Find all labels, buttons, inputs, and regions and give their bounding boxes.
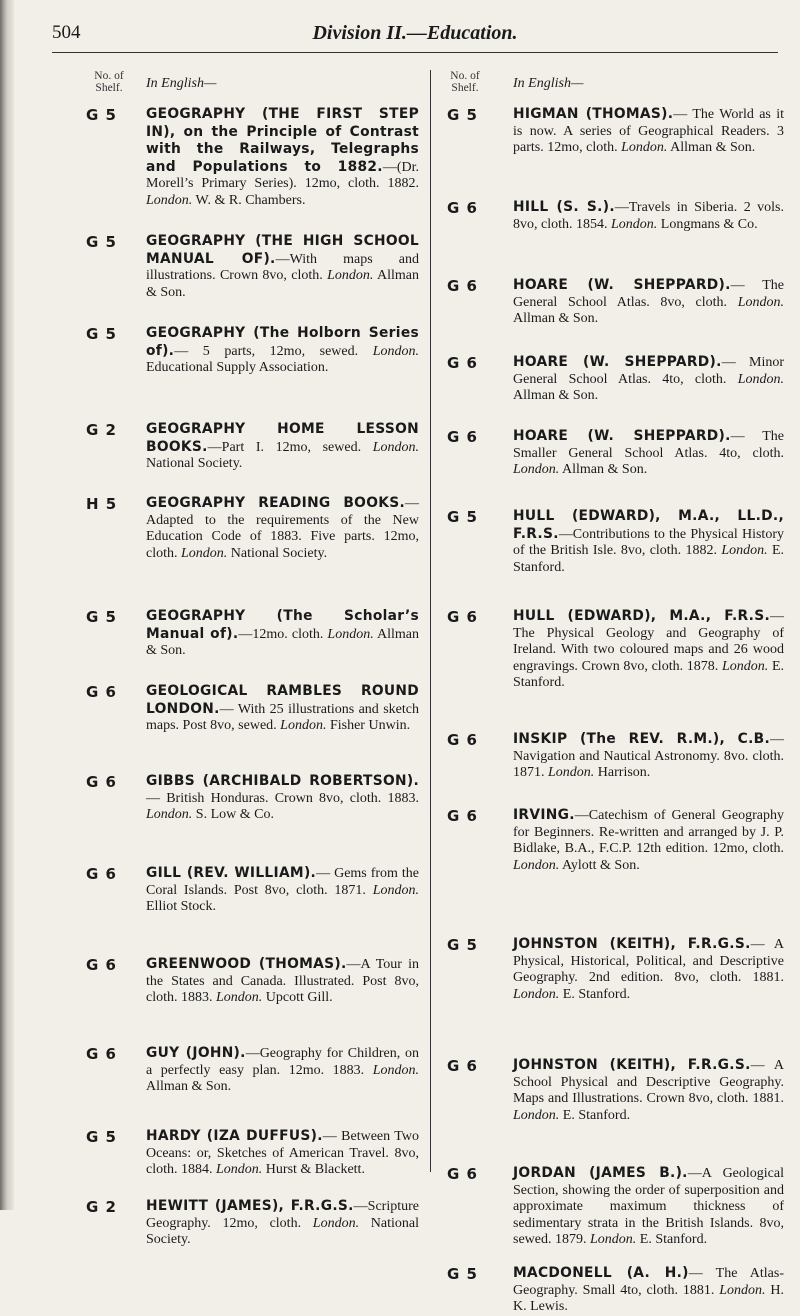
- entry-publisher: E. Stanford.: [513, 543, 785, 575]
- shelf-number: G 5: [86, 608, 117, 626]
- shelf-number: G 6: [447, 1165, 478, 1183]
- entry-heading: HEWITT (JAMES), F.R.G.S.: [146, 1198, 354, 1214]
- entry-text: [513, 199, 784, 233]
- catalog-entry: [84, 956, 419, 1007]
- entry-text: [513, 1165, 784, 1249]
- entry-heading: JOHNSTON (KEITH), F.R.G.S.: [513, 936, 751, 952]
- publication-place: London.: [513, 1107, 560, 1123]
- shelf-number: G 6: [447, 1057, 478, 1075]
- entry-publisher: Allman & Son.: [146, 1079, 232, 1095]
- entry-heading: IRVING.: [513, 807, 575, 823]
- shelf-number: G 5: [447, 1265, 478, 1283]
- shelf-number: G 6: [86, 683, 117, 701]
- shelf-number: G 6: [447, 354, 478, 372]
- entry-details: — The General School Atlas. 8vo, cloth.: [513, 278, 784, 310]
- entry-details: — British Honduras. Crown 8vo, cloth. 1883.: [146, 790, 419, 806]
- entry-publisher: Allman & Son.: [670, 140, 756, 156]
- entry-heading: HULL (EDWARD), M.A., F.R.S.: [513, 608, 770, 624]
- shelf-number: G 2: [86, 421, 117, 439]
- entry-heading: GEOGRAPHY (THE HIGH SCHOOL MANUAL OF).: [146, 233, 419, 267]
- publication-place: London.: [327, 626, 374, 642]
- publication-place: London.: [216, 990, 263, 1006]
- entry-heading: GEOGRAPHY (The Holborn Series of).: [146, 325, 419, 359]
- publication-place: London.: [181, 545, 228, 561]
- catalog-entry: [440, 277, 784, 328]
- entry-details: — The Smaller General School Atlas. 4to, cloth.: [513, 429, 784, 461]
- entry-text: [513, 608, 784, 692]
- entry-heading: JORDAN (JAMES B.).: [513, 1165, 688, 1181]
- entry-publisher: Allman & Son.: [146, 268, 419, 300]
- catalog-entry: [440, 936, 784, 1003]
- entry-text: [146, 865, 419, 916]
- entry-heading: HIGMAN (THOMAS).: [513, 106, 674, 122]
- entry-publisher: E. Stanford.: [513, 658, 785, 691]
- shelf-number-heading: No. of Shelf.: [94, 70, 124, 94]
- publication-place: London.: [721, 543, 768, 559]
- shelf-number: G 6: [447, 199, 478, 217]
- shelf-number: G 6: [447, 608, 478, 626]
- page-header: [52, 22, 778, 53]
- publication-place: London.: [372, 439, 420, 455]
- shelf-number-heading: No. of Shelf.: [450, 70, 480, 94]
- publication-place: London.: [372, 1062, 419, 1078]
- page-title: Division II.—Education.: [312, 22, 518, 44]
- entry-details: — The Physical Geology and Geography of Ireland. With two coloured maps and 26 wood engravings. Crown 8vo, cloth. 1878.: [513, 609, 784, 674]
- shelf-number: G 6: [447, 277, 478, 295]
- entry-text: [513, 428, 784, 479]
- shelf-number: G 5: [447, 936, 478, 954]
- catalog-entry: [84, 608, 419, 660]
- entry-heading: HOARE (W. SHEPPARD).: [513, 428, 731, 444]
- entry-heading: HILL (S. S.).: [513, 199, 615, 215]
- entry-publisher: H. K. Lewis.: [513, 1282, 785, 1315]
- entry-text: [146, 325, 419, 377]
- shelf-number: G 5: [86, 1128, 117, 1146]
- entry-details: — The World as it is now. A series of Geographical Readers. 3 parts. 12mo, cloth.: [513, 107, 784, 156]
- catalog-entry: [440, 731, 784, 782]
- entry-publisher: Educational Supply Association.: [146, 360, 329, 376]
- entry-heading: HOARE (W. SHEPPARD).: [513, 354, 722, 370]
- catalog-entry: [440, 807, 784, 874]
- entry-publisher: Longmans & Co.: [660, 216, 758, 232]
- shelf-number: G 6: [86, 1045, 117, 1063]
- entry-publisher: National Society.: [146, 456, 243, 472]
- publication-place: London.: [327, 268, 374, 284]
- entry-heading: GEOGRAPHY READING BOOKS.: [146, 495, 405, 511]
- entry-heading: GIBBS (ARCHIBALD ROBERTSON).: [146, 773, 419, 789]
- publication-place: London.: [721, 658, 769, 674]
- publication-place: London.: [372, 343, 419, 359]
- column-divider: [430, 70, 431, 1172]
- entry-details: —Travels in Siberia. 2 vols. 8vo, cloth. 1854.: [513, 200, 784, 232]
- catalog-entry: [440, 428, 784, 479]
- catalog-entry: [440, 199, 784, 233]
- catalog-entry: [440, 1057, 784, 1124]
- shelf-number: G 5: [86, 106, 117, 124]
- publication-place: London.: [513, 857, 560, 873]
- entry-text: [146, 1045, 419, 1096]
- entry-text: [513, 1057, 784, 1124]
- publication-place: London.: [737, 371, 785, 387]
- shelf-number: G 6: [447, 731, 478, 749]
- catalog-entry: [440, 1265, 784, 1316]
- entry-details: —(Dr. Morell’s Primary Series). 12mo, cloth. 1882.: [146, 159, 419, 192]
- entry-text: [146, 421, 419, 473]
- catalog-entry: [84, 495, 419, 562]
- page-number: 504: [52, 22, 81, 43]
- entry-text: [146, 495, 419, 562]
- entry-text: [513, 731, 784, 782]
- entry-details: —A Tour in the States and Canada. Illustrated. Post 8vo, cloth. 1883.: [146, 957, 419, 1006]
- entry-text: [146, 608, 419, 660]
- entry-publisher: Allman & Son.: [562, 462, 648, 478]
- entry-publisher: Hurst & Blackett.: [265, 1162, 365, 1178]
- entry-details: —Part I. 12mo, sewed.: [207, 439, 362, 455]
- entry-text: [146, 233, 419, 301]
- entry-publisher: Upcott Gill.: [265, 990, 333, 1006]
- right-column-header: [440, 60, 784, 106]
- publication-place: London.: [590, 1232, 637, 1248]
- entry-publisher: National Society.: [230, 545, 328, 561]
- entry-heading: JOHNSTON (KEITH), F.R.G.S.: [513, 1057, 751, 1073]
- entry-details: —Geography for Children, on a perfectly easy plan. 12mo. 1883.: [146, 1046, 419, 1078]
- entry-heading: HARDY (IZA DUFFUS).: [146, 1128, 323, 1144]
- entry-text: [146, 683, 419, 735]
- entry-publisher: E. Stanford.: [639, 1232, 708, 1248]
- entry-details: — 5 parts, 12mo, sewed.: [174, 343, 359, 359]
- catalog-entry: [440, 608, 784, 692]
- catalog-entry: [84, 865, 419, 916]
- entry-details: — A Physical, Historical, Political, and Descriptive Geography. 2nd edition. 8vo, cloth. 1881.: [513, 937, 784, 986]
- publication-place: London.: [372, 882, 420, 898]
- entry-publisher: E. Stanford.: [562, 986, 631, 1002]
- entry-publisher: Harrison.: [597, 765, 651, 781]
- right-column: [440, 60, 785, 1315]
- shelf-number: G 6: [447, 428, 478, 446]
- entry-text: [146, 106, 419, 210]
- entry-publisher: E. Stanford.: [562, 1107, 631, 1123]
- catalog-entry: [440, 1165, 784, 1249]
- entry-details: — The Atlas-Geography. Small 4to, cloth. 1881.: [513, 1266, 784, 1298]
- catalog-entry: [84, 421, 419, 473]
- publication-place: London.: [548, 765, 595, 781]
- entry-publisher: Elliot Stock.: [146, 899, 216, 915]
- shelf-number: G 6: [86, 773, 117, 791]
- publication-place: London.: [621, 140, 668, 156]
- publication-place: London.: [719, 1282, 766, 1298]
- page-binding-shadow: [0, 0, 14, 1210]
- entry-text: [513, 936, 784, 1003]
- entry-publisher: S. Low & Co.: [195, 807, 274, 823]
- entry-details: —Adapted to the requirements of the New Education Code of 1883. Five parts. 12mo, cloth.: [146, 496, 419, 561]
- catalog-entry: [84, 683, 419, 735]
- entry-heading: HOARE (W. SHEPPARD).: [513, 277, 731, 293]
- shelf-number: G 6: [86, 865, 117, 883]
- entry-heading: HULL (EDWARD), M.A., LL.D., F.R.S.: [513, 508, 784, 542]
- entry-publisher: Allman & Son.: [146, 626, 420, 659]
- entry-heading: GEOGRAPHY (The Scholar’s Manual of).: [146, 608, 419, 642]
- entry-details: — With 25 illustrations and sketch maps. Post 8vo, sewed.: [146, 701, 419, 734]
- publication-place: London.: [611, 216, 658, 232]
- entry-publisher: National Society.: [146, 1215, 419, 1248]
- entry-heading: GUY (JOHN).: [146, 1045, 246, 1061]
- publication-place: London.: [513, 986, 560, 1002]
- entry-details: — Between Two Oceans: or, Sketches of American Travel. 8vo, cloth. 1884.: [146, 1129, 419, 1178]
- entry-text: [146, 1128, 419, 1179]
- catalog-entry: [440, 508, 784, 576]
- left-column: [84, 60, 420, 1248]
- publication-place: London.: [146, 807, 193, 823]
- shelf-number: G 6: [447, 807, 478, 825]
- entry-heading: MACDONELL (A. H.): [513, 1265, 689, 1281]
- entry-details: —With maps and illustrations. Crown 8vo, cloth.: [146, 251, 419, 284]
- catalog-entry: [84, 773, 419, 824]
- entry-text: [513, 277, 784, 328]
- publication-place: London.: [216, 1162, 263, 1178]
- publication-place: London.: [146, 192, 193, 208]
- catalog-entry: [84, 1198, 419, 1249]
- entry-text: [146, 1198, 419, 1249]
- entry-heading: INSKIP (The REV. R.M.), C.B.: [513, 731, 770, 747]
- entry-details: — Gems from the Coral Islands. Post 8vo, cloth. 1871.: [146, 866, 419, 898]
- entry-text: [513, 106, 784, 157]
- shelf-number: G 5: [447, 508, 478, 526]
- catalog-entry: [84, 1045, 419, 1096]
- entry-text: [513, 807, 784, 874]
- entry-details: —Catechism of General Geography for Beginners. Re-written and arranged by J. P. Bidlake, B.A., F.C.P. 12th edition. 12mo, cloth.: [513, 808, 784, 857]
- entry-text: [513, 508, 784, 576]
- shelf-number: H 5: [86, 495, 118, 513]
- catalog-entry: [84, 1128, 419, 1179]
- publication-place: London.: [513, 462, 560, 478]
- entry-heading: GILL (REV. WILLIAM).: [146, 865, 317, 881]
- shelf-number: G 2: [86, 1198, 117, 1216]
- entry-details: —Scripture Geography. 12mo, cloth.: [146, 1199, 419, 1231]
- shelf-number: G 5: [86, 325, 117, 343]
- catalog-entry: [84, 106, 419, 210]
- entry-text: [146, 956, 419, 1007]
- entry-publisher: Allman & Son.: [513, 311, 599, 327]
- entry-details: —Contributions to the Physical History of the British Isle. 8vo, cloth. 1882.: [513, 526, 784, 559]
- catalog-body: [84, 60, 785, 1315]
- entry-text: [146, 773, 419, 824]
- language-heading: In English—: [146, 76, 217, 91]
- entry-details: —A Geological Section, showing the order of superposition and approximate maximum thickness of sedimentary strata in the British Islands. 8vo, sewed. 1879.: [513, 1166, 784, 1248]
- publication-place: London.: [312, 1215, 360, 1231]
- entry-details: —12mo. cloth.: [238, 626, 324, 642]
- entry-heading: GREENWOOD (THOMAS).: [146, 956, 347, 972]
- shelf-number: G 6: [86, 956, 117, 974]
- shelf-number: G 5: [447, 106, 478, 124]
- publication-place: London.: [280, 718, 327, 734]
- publication-place: London.: [737, 294, 785, 310]
- entry-text: [513, 1265, 784, 1316]
- left-column-header: [84, 60, 419, 106]
- entry-heading: GEOGRAPHY (THE FIRST STEP IN), on the Principle of Contrast with the Railways, Telegraphs and Populations to 1882.: [146, 106, 419, 175]
- shelf-number: G 5: [86, 233, 117, 251]
- catalog-entry: [84, 233, 419, 301]
- catalog-entry: [84, 325, 419, 377]
- entry-publisher: W. & R. Chambers.: [195, 192, 306, 208]
- entry-publisher: Fisher Unwin.: [329, 718, 411, 734]
- catalog-entry: [440, 354, 784, 405]
- entry-details: —Navigation and Nautical Astronomy. 8vo. cloth. 1871.: [513, 732, 784, 781]
- entry-text: [513, 354, 784, 405]
- entry-publisher: Allman & Son.: [513, 388, 599, 404]
- entry-heading: GEOGRAPHY HOME LESSON BOOKS.: [146, 421, 419, 455]
- catalog-entry: [440, 106, 784, 157]
- language-heading: In English—: [513, 76, 584, 91]
- entry-publisher: Aylott & Son.: [562, 857, 640, 873]
- entry-details: — Minor General School Atlas. 4to, cloth.: [513, 355, 785, 387]
- entry-details: — A School Physical and Descriptive Geography. Maps and Illustrations. Crown 8vo, cloth. 1881.: [513, 1058, 784, 1107]
- entry-heading: GEOLOGICAL RAMBLES ROUND LONDON.: [146, 683, 419, 717]
